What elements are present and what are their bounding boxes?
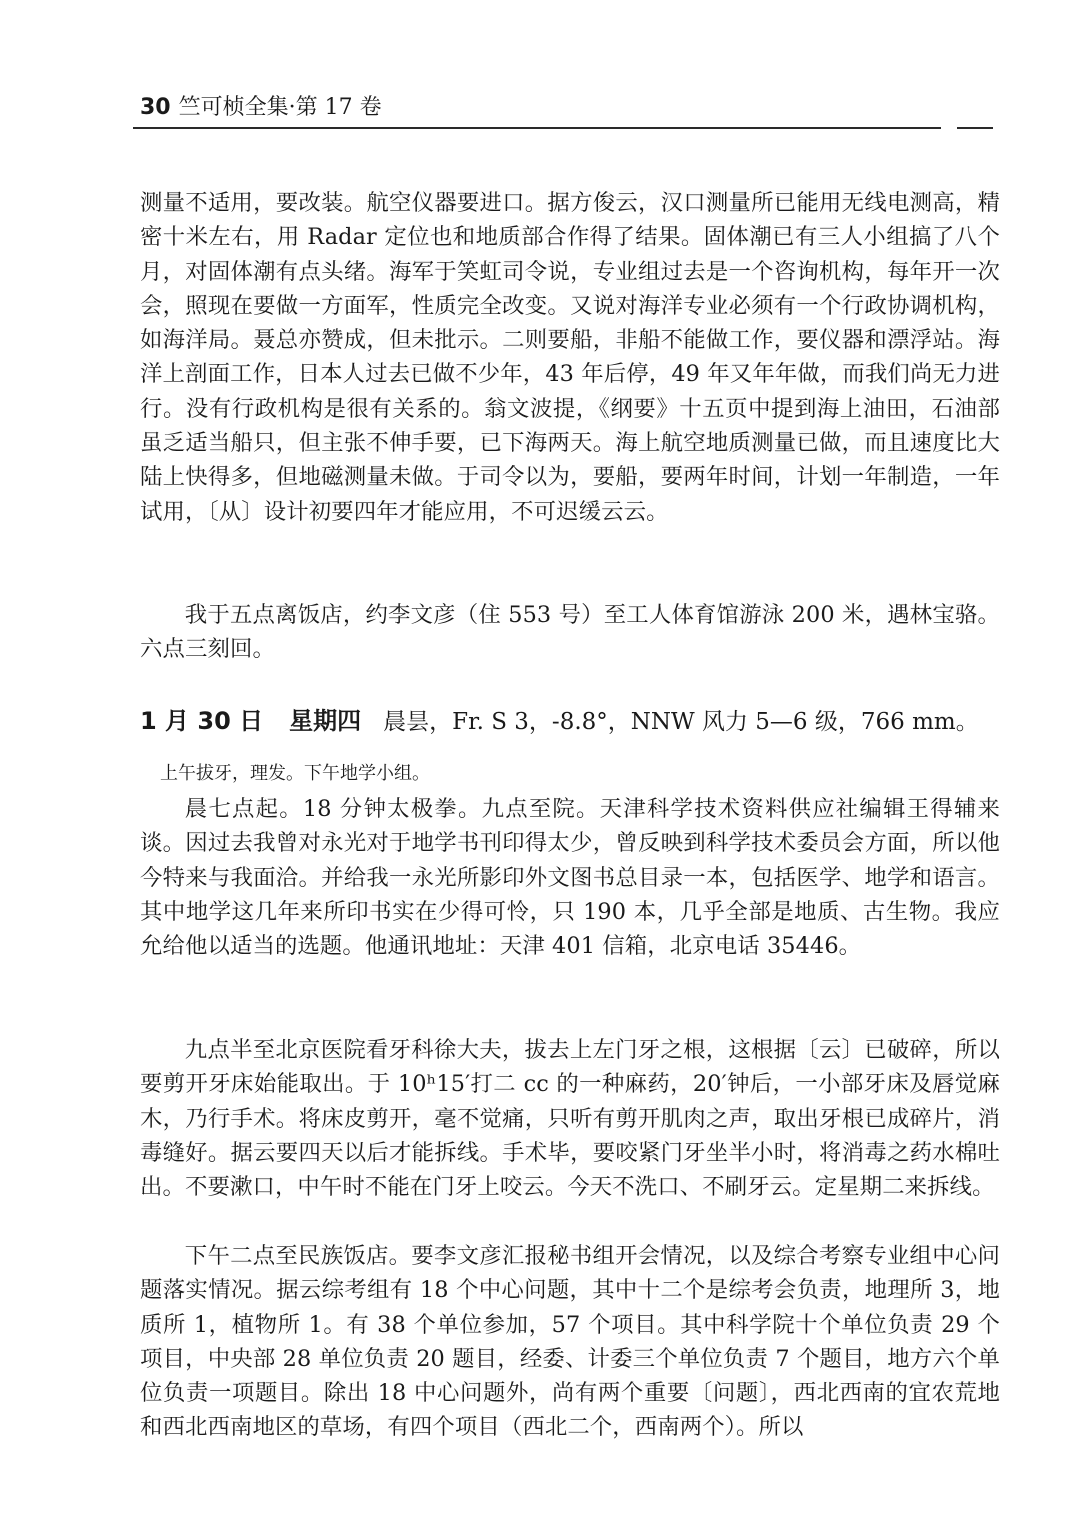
entry-paragraph: 下午二点至民族饭店。要李文彦汇报秘书组开会情况，以及综合考察专业组中心问题落实情况。据云综考组有 18 个中心问题，其中十二个是综考会负责，地理所 3，地质所 1，植物所 1。有 38 个单位参加，57 个项目。其中科学院十个单位负责 29 个项目，中央部 28 单位负责 20 题目，经委、计委三个单位负责 7 个题目，地方六个单位负责一项题目。除出 18 中心问题外，尚有两个重要〔问题〕，西北西南的宜农荒地和西北西南地区的草场，有四个项目（西北二个，西南两个）。所以 — [140, 1243, 1000, 1441]
page-number: 30 — [140, 95, 171, 120]
header-rule-tail — [957, 127, 993, 129]
entry-date: 1 月 30 日 — [140, 707, 264, 735]
book-title: 竺可桢全集·第 17 卷 — [178, 95, 382, 120]
entry-summary: 上午拔牙，理发。下午地学小组。 — [160, 763, 430, 784]
entry-paragraph: 九点半至北京医院看牙科徐大夫，拔去上左门牙之根，这根据〔云〕已破碎，所以要剪开牙床始能取出。于 10ʰ15′打二 cc 的一种麻药，20′钟后，一小部牙床及唇觉麻木，乃行手术。将床皮剪开，毫不觉痛，只听有剪开肌肉之声，取出牙根已成碎片，消毒缝好。据云要四天以后才能拆线。手术毕，要咬紧门牙坐半小时，将消毒之药水棉吐出。不要漱口，中午时不能在门牙上咬云。今天不洗口、不刷牙云。定星期二来拆线。 — [140, 1037, 1000, 1201]
running-header — [140, 94, 1000, 130]
entry-weekday: 星期四 — [289, 707, 362, 735]
entry-paragraph: 晨七点起。18 分钟太极拳。九点至院。天津科学技术资料供应社编辑王得辅来谈。因过去我曾对永光对于地学书刊印得太少，曾反映到科学技术委员会方面，所以他今特来与我面洽。并给我一永光所影印外文图书总目录一本，包括医学、地学和语言。其中地学这几年来所印书实在少得可怜，只 190 本，几乎全部是地质、古生物。我应允给他以适当的选题。他通讯地址：天津 401 信箱，北京电话 35446。 — [140, 796, 1000, 960]
entry-weather: 晨昙，Fr. S 3，-8.8°，NNW 风力 5—6 级，766 mm。 — [383, 709, 979, 735]
header-rule — [133, 127, 941, 129]
carryover-paragraph: 测量不适用，要改装。航空仪器要进口。据方俊云，汉口测量所已能用无线电测高，精密十米左右，用 Radar 定位也和地质部合作得了结果。固体潮已有三人小组搞了八个月，对固体潮有点头绪。海军于笑虹司令说，专业组过去是一个咨询机构，每年开一次会，照现在要做一方面军，性质完全改变。又说对海洋专业必须有一个行政协调机构，如海洋局。聂总亦赞成，但未批示。二则要船，非船不能做工作，要仪器和漂浮站。海洋上剖面工作，日本人过去已做不少年，43 年后停，49 年又年年做，而我们尚无力进行。没有行政机构是很有关系的。翁文波提，《纲要》十五页中提到海上油田，石油部虽乏适当船只，但主张不伸手要，已下海两天。海上航空地质测量已做，而且速度比大陆上快得多，但地磁测量未做。于司令以为，要船，要两年时间，计划一年制造，一年试用，〔从〕设计初要四年才能应用，不可迟缓云云。 — [140, 190, 1000, 525]
carryover-paragraph: 我于五点离饭店，约李文彦（住 553 号）至工人体育馆游泳 200 米，遇林宝骆。六点三刻回。 — [140, 602, 1000, 663]
diary-entry-heading — [140, 704, 1020, 739]
